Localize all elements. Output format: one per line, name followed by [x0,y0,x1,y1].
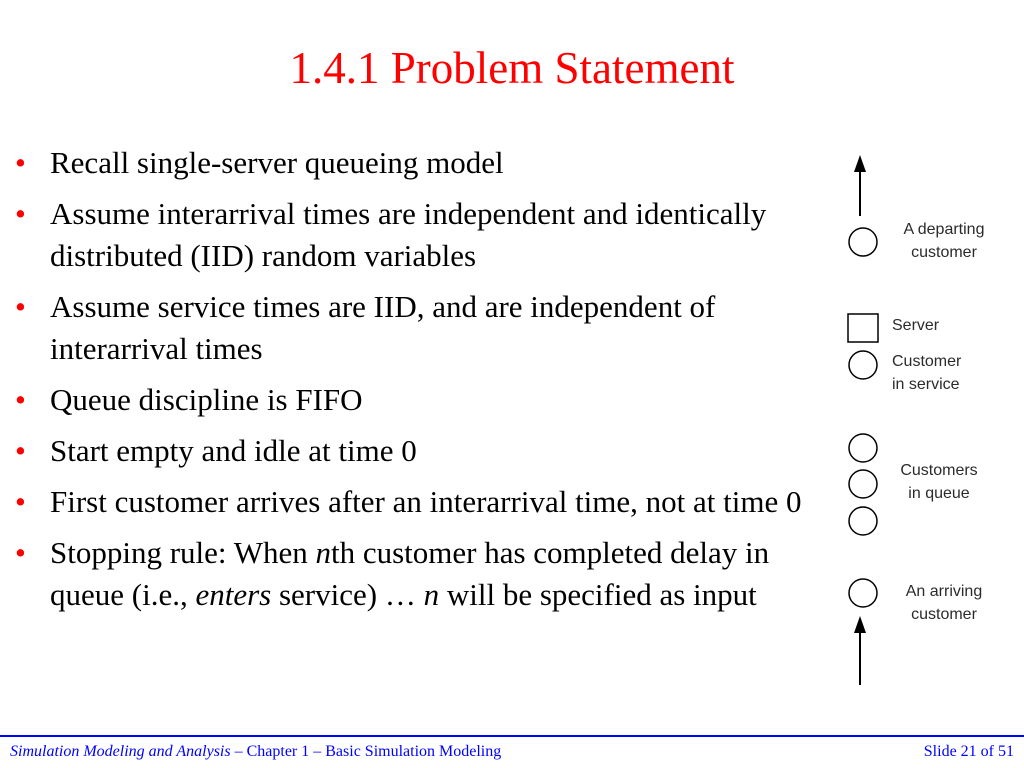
bullet-text [50,535,769,612]
arriving-customer-label: An arriving customer [905,583,983,623]
bullet-dot: • [15,382,26,417]
bullet-text: Assume service times are IID, and are independent of interarrival times [50,289,716,366]
queue-diagram [830,150,1024,710]
bullet-item [0,379,810,421]
bullet-dot: • [15,289,26,324]
arriving-arrow-head [854,616,866,633]
in-service-customer-circle [849,351,877,379]
bullet-item [0,193,810,277]
arriving-customer-circle [849,579,877,607]
queue-customer-circle [849,507,877,535]
slide-title: 1.4.1 Problem Statement [289,43,735,93]
bullet-dot: • [15,196,26,231]
bullet-text: First customer arrives after an interarrival time, not at time 0 [50,484,802,519]
queue-label: Customers in queue [900,462,978,502]
bullet-text: Queue discipline is FIFO [50,382,363,417]
slide-footer [0,735,1024,768]
stopping-rule-text: th customer has completed delay in queue (i.e., [50,535,770,612]
bullet-text: Assume interarrival times are independent and identically distributed (IID) random variables [50,196,767,273]
server-label: Server [892,317,940,334]
n-variable: n [315,535,331,570]
n-variable: n [423,577,440,612]
slide-number: Slide 21 of 51 [923,743,1014,760]
in-service-label: Customer in service [892,353,962,393]
enters-emphasis: enters [195,577,272,612]
bullet-dot: • [15,145,26,180]
footer-citation [10,743,501,761]
departing-customer-label: A departing customer [903,221,985,261]
stopping-rule-text: Stopping rule: When [50,535,316,570]
departing-customer-circle [849,228,877,256]
bullet-text: Start empty and idle at time 0 [50,433,417,468]
bullet-item [0,286,810,370]
server-square [848,314,878,342]
footer-rule [0,735,1024,737]
book-title: Simulation Modeling and Analysis [10,743,231,760]
bullet-text: Recall single-server queueing model [50,145,504,180]
bullet-item [0,142,810,184]
bullet-list [0,142,810,625]
bullet-dot: • [15,535,26,570]
bullet-dot: • [15,484,26,519]
bullet-item [0,532,810,616]
bullet-item [0,481,810,523]
stopping-rule-text: will be specified as input [439,577,757,612]
chapter-label: – Chapter 1 – Basic Simulation Modeling [230,743,502,760]
departing-arrow-head [854,155,866,172]
queue-customer-circle [849,434,877,462]
stopping-rule-text: service) … [271,577,424,612]
bullet-item [0,430,810,472]
bullet-dot: • [15,433,26,468]
queue-customer-circle [849,470,877,498]
